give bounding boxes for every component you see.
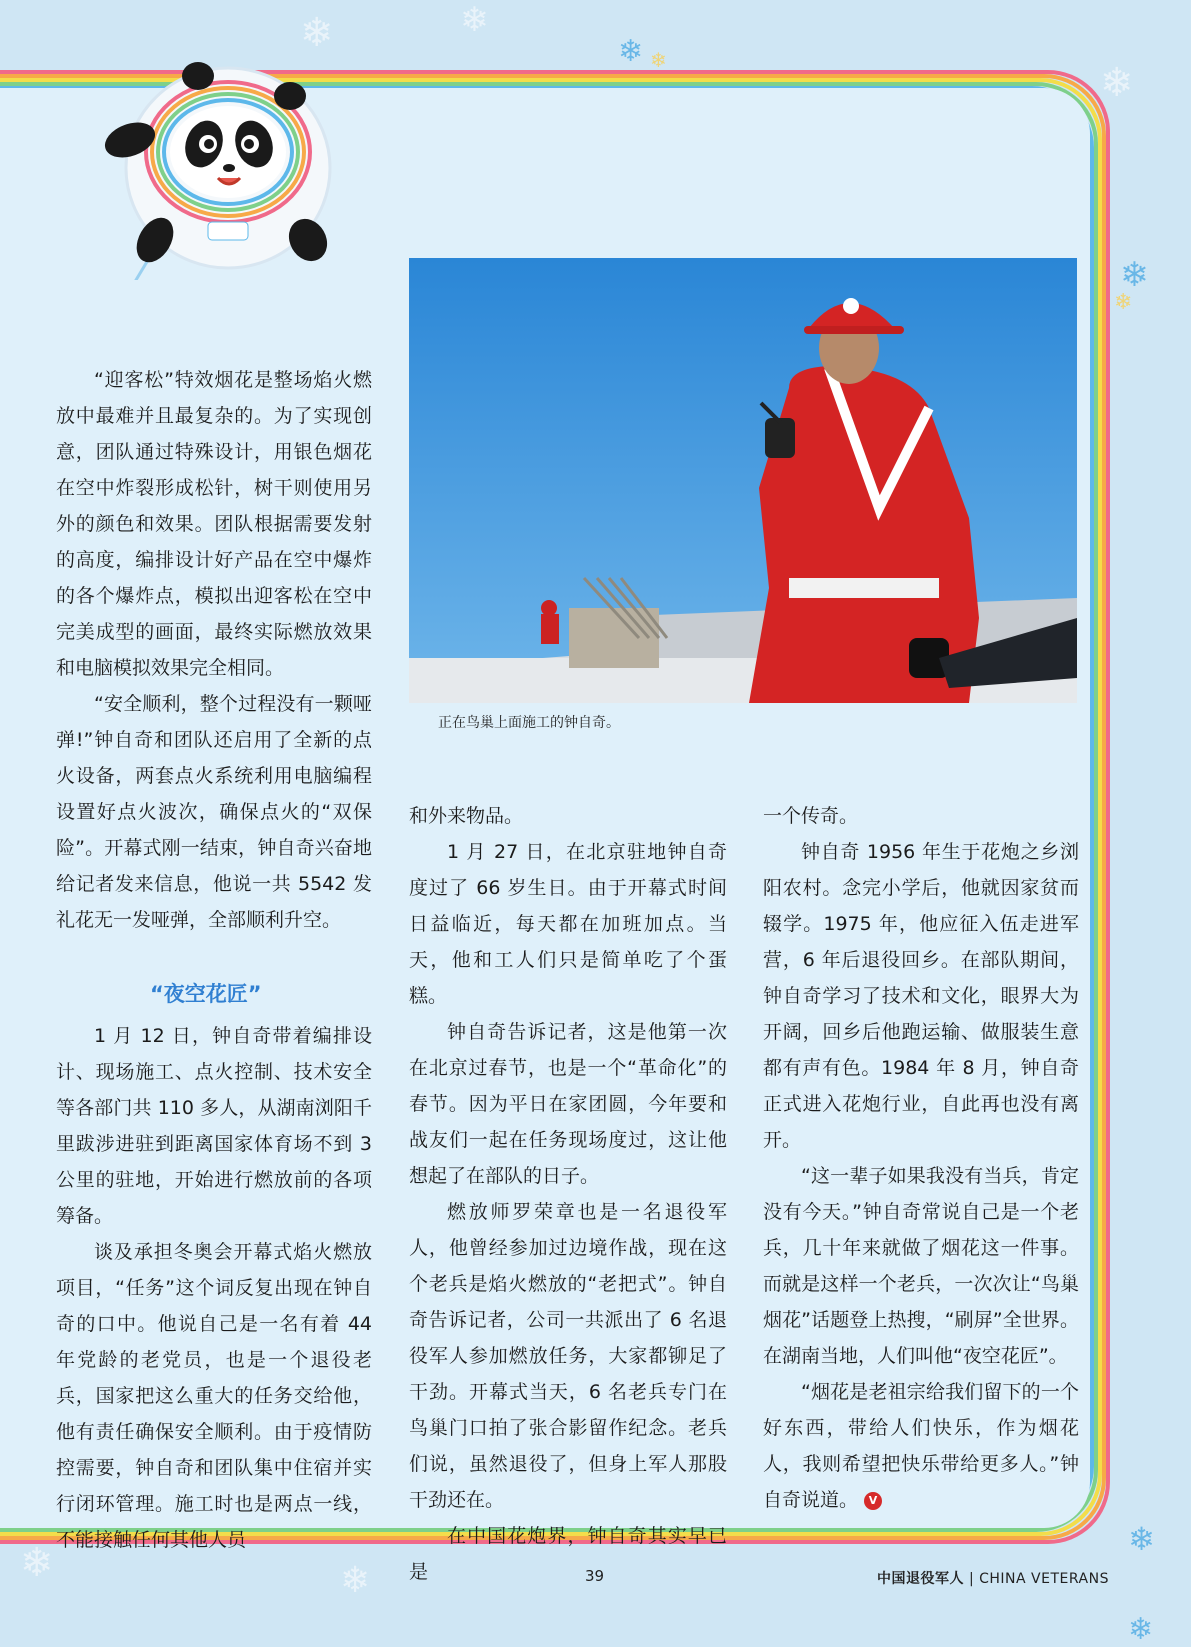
paragraph: “这一辈子如果我没有当兵，肯定没有今天。”钟自奇常说自己是一个老兵，几十年来就做了烟花这一件事。而就是这样一个老兵，一次次让“鸟巢烟花”话题登上热搜，“刷屏”全世界。在湖南当地，人们叫他“夜空花匠”。 bbox=[763, 1165, 1079, 1367]
paragraph: “安全顺利，整个过程没有一颗哑弹!”钟自奇和团队还启用了全新的点火设备，两套点火系统利用电脑编程设置好点火波次，确保点火的“双保险”。开幕式刚一结束，钟自奇兴奋地给记者发来信息，他说一共 5542 发礼花无一发哑弹，全部顺利升空。 bbox=[56, 693, 372, 931]
paragraph: 谈及承担冬奥会开幕式焰火燃放项目，“任务”这个词反复出现在钟自奇的口中。他说自己是一名有着 44 年党龄的老党员，也是一个退役老兵，国家把这么重大的任务交给他，他有责任确保安全顺利。由于疫情防控需要，钟自奇和团队集中住宿并实行闭环管理。施工时也是两点一线，不能接触任何其他人员 bbox=[56, 1241, 372, 1551]
photo-caption: 正在鸟巢上面施工的钟自奇。 bbox=[438, 715, 620, 731]
paragraph: 钟自奇告诉记者，这是他第一次在北京过春节，也是一个“革命化”的春节。因为平日在家团圆，今年要和战友们一起在任务现场度过，这让他想起了在部队的日子。 bbox=[409, 1021, 727, 1187]
magazine-title-cn: 中国退役军人 bbox=[877, 1571, 964, 1587]
photo-worker-on-stadium bbox=[409, 258, 1077, 703]
snowflake-decoration: ❄ bbox=[1114, 290, 1133, 315]
paragraph: “迎客松”特效烟花是整场焰火燃放中最难并且最复杂的。为了实现创意，团队通过特殊设计，用银色烟花在空中炸裂形成松针，树干则使用另外的颜色和效果。团队根据需要发射的高度，编排设计好产品在空中爆炸的各个爆炸点，模拟出迎客松在空中完美成型的画面，最终实际燃放效果和电脑模拟效果完全相同。 bbox=[56, 369, 372, 679]
article-column-3 bbox=[763, 798, 1079, 1518]
section-heading: “夜空花匠” bbox=[150, 982, 262, 1006]
paragraph: 钟自奇 1956 年生于花炮之乡浏阳农村。念完小学后，他就因家贫而辍学。1975 年，他应征入伍走进军营，6 年后退役回乡。在部队期间，钟自奇学习了技术和文化，眼界大为开阔，回乡后他跑运输、做服装生意都有声有色。1984 年 8 月，钟自奇正式进入花炮行业，自此再也没有离开。 bbox=[763, 841, 1079, 1151]
paragraph-continuation: 和外来物品。 bbox=[409, 805, 524, 827]
snowflake-decoration: ❄ bbox=[460, 0, 489, 40]
paragraph: 1 月 27 日，在北京驻地钟自奇度过了 66 岁生日。由于开幕式时间日益临近，每天都在加班加点。当天，他和工人们只是简单吃了个蛋糕。 bbox=[409, 841, 727, 1007]
snowflake-decoration: ❄ bbox=[1128, 1520, 1155, 1558]
page-number: 39 bbox=[585, 1567, 605, 1585]
snowflake-decoration: ❄ bbox=[1100, 60, 1134, 106]
article-column-1-top bbox=[56, 362, 372, 938]
snowflake-decoration: ❄ bbox=[650, 48, 667, 72]
paragraph: 在中国花炮界，钟自奇其实早已是 bbox=[409, 1525, 727, 1583]
paragraph bbox=[763, 1374, 1079, 1518]
snowflake-decoration: ❄ bbox=[340, 1560, 371, 1601]
magazine-title bbox=[877, 1568, 1109, 1588]
snowflake-decoration: ❄ bbox=[1128, 1612, 1154, 1647]
snowflake-decoration: ❄ bbox=[20, 1540, 54, 1586]
snowflake-decoration: ❄ bbox=[618, 34, 644, 69]
end-mark-icon: V bbox=[864, 1492, 882, 1510]
paragraph: 1 月 12 日，钟自奇带着编排设计、现场施工、点火控制、技术安全等各部门共 110 多人，从湖南浏阳千里跋涉进驻到距离国家体育场不到 3 公里的驻地，开始进行燃放前的各项筹备。 bbox=[56, 1025, 372, 1227]
article-column-1-bottom bbox=[56, 1018, 372, 1558]
paragraph-text: “烟花是老祖宗给我们留下的一个好东西，带给人们快乐，作为烟花人，我则希望把快乐带给更多人。”钟自奇说道。 bbox=[763, 1381, 1079, 1511]
paragraph-continuation: 一个传奇。 bbox=[763, 805, 859, 827]
panda-mascot-illustration bbox=[100, 40, 350, 280]
magazine-title-en: CHINA VETERANS bbox=[979, 1571, 1109, 1587]
article-column-2 bbox=[409, 798, 727, 1590]
snowflake-decoration: ❄ bbox=[300, 10, 334, 56]
snowflake-decoration: ❄ bbox=[1120, 255, 1149, 295]
title-separator: | bbox=[968, 1571, 975, 1587]
paragraph: 燃放师罗荣章也是一名退役军人，他曾经参加过边境作战，现在这个老兵是焰火燃放的“老把式”。钟自奇告诉记者，公司一共派出了 6 名退役军人参加燃放任务，大家都铆足了干劲。开幕式当天，6 名老兵专门在鸟巢门口拍了张合影留作纪念。老兵们说，虽然退役了，但身上军人那股干劲还在。 bbox=[409, 1201, 727, 1511]
